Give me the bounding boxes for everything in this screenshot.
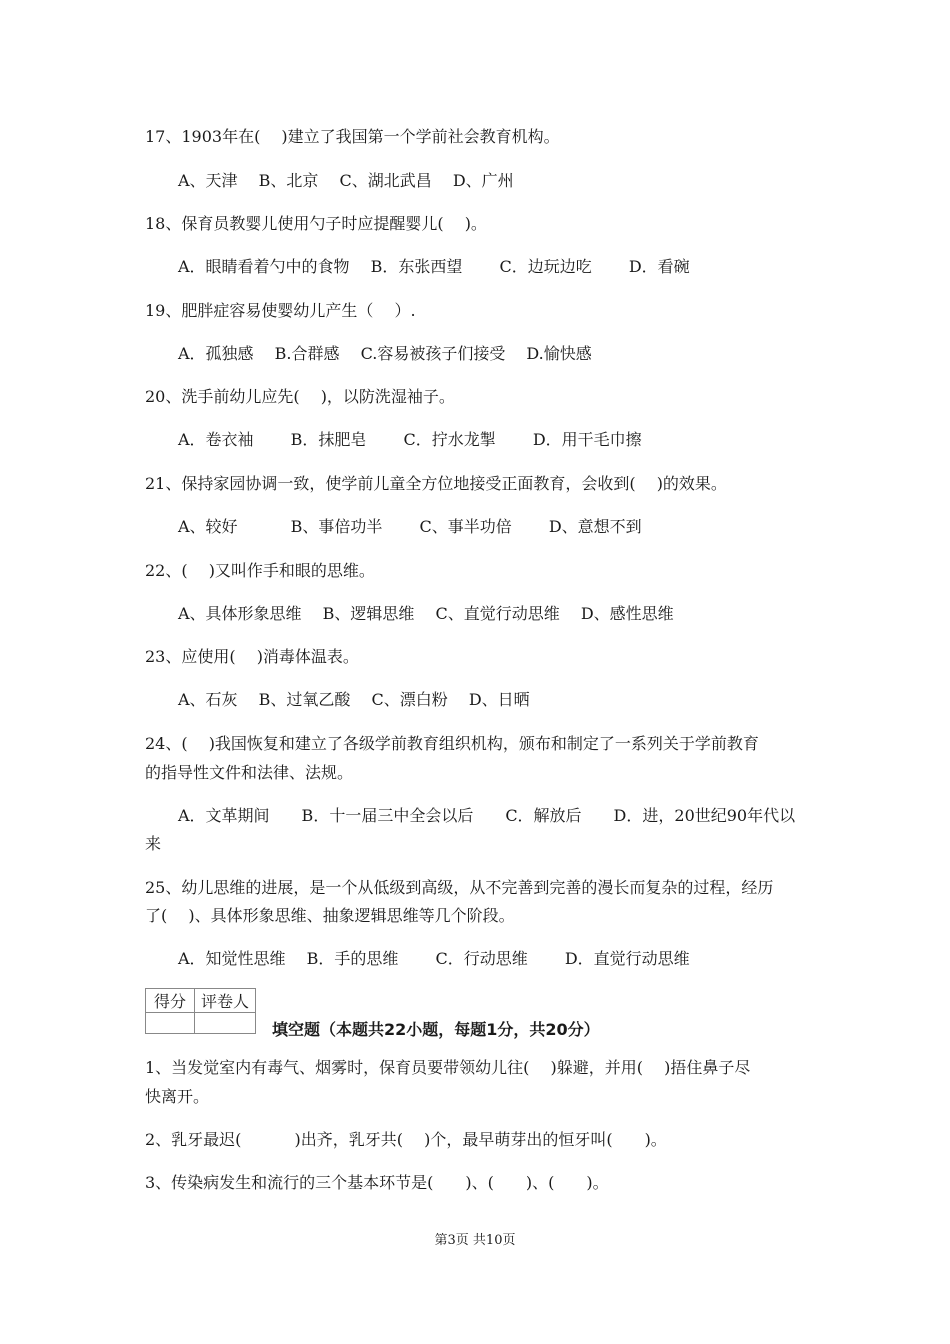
question-stem: 21、保持家园协调一致，使学前儿童全方位地接受正面教育，会收到( )的效果。	[145, 474, 727, 493]
question-stem-continued: 的指导性文件和法律、法规。	[145, 763, 354, 782]
page-footer: 第3页 共10页	[434, 1233, 516, 1248]
grader-cell	[195, 1013, 256, 1034]
question-stem: 17、1903年在( )建立了我国第一个学前社会教育机构。	[145, 127, 560, 146]
fill-question-text: 1、当发觉室内有毒气、烟雾时，保育员要带领幼儿往( )躲避，并用( )捂住鼻子尽	[145, 1058, 751, 1077]
fill-question-text: 2、乳牙最迟( )出齐，乳牙共( )个，最早萌芽出的恒牙叫( )。	[145, 1130, 667, 1149]
question-stem-continued: 了( )、具体形象思维、抽象逻辑思维等几个阶段。	[145, 906, 515, 925]
question-options: A．文革期间 B．十一届三中全会以后 C．解放后 D．进，20世纪90年代以	[178, 806, 796, 825]
question-options: A．知觉性思维 B．手的思维 C．行动思维 D．直觉行动思维	[178, 949, 690, 968]
question-options: A．眼睛看着勺中的食物 B．东张西望 C．边玩边吃 D．看碗	[178, 257, 690, 276]
score-label: 得分	[146, 989, 195, 1013]
question-options: A、天津 B、北京 C、湖北武昌 D、广州	[178, 171, 514, 190]
section-title: 填空题（本题共22小题，每题1分，共20分）	[272, 1020, 600, 1039]
question-options: A．卷衣袖 B．抹肥皂 C．拧水龙掣 D．用干毛巾擦	[178, 430, 642, 449]
question-options: A、石灰 B、过氧乙酸 C、漂白粉 D、日晒	[178, 690, 530, 709]
question-stem: 23、应使用( )消毒体温表。	[145, 647, 359, 666]
question-stem: 18、保育员教婴儿使用勺子时应提醒婴儿( )。	[145, 214, 487, 233]
question-stem: 25、幼儿思维的进展，是一个从低级到高级，从不完善到完善的漫长而复杂的过程，经历	[145, 878, 774, 897]
question-options: A、具体形象思维 B、逻辑思维 C、直觉行动思维 D、感性思维	[178, 604, 674, 623]
question-options: A．孤独感 B.合群感 C.容易被孩子们接受 D.愉快感	[178, 344, 592, 363]
question-options: A、较好 B、事倍功半 C、事半功倍 D、意想不到	[178, 517, 642, 536]
question-stem: 19、肥胖症容易使婴幼儿产生（ ）.	[145, 301, 416, 320]
grader-label: 评卷人	[195, 989, 256, 1013]
score-cell	[146, 1013, 195, 1034]
question-options-continued: 来	[145, 834, 162, 853]
question-stem: 20、洗手前幼儿应先( )，以防洗湿袖子。	[145, 387, 455, 406]
score-table	[145, 988, 256, 1034]
question-stem: 24、( )我国恢复和建立了各级学前教育组织机构，颁布和制定了一系列关于学前教育	[145, 734, 759, 753]
fill-question-text: 3、传染病发生和流行的三个基本环节是( )、( )、( )。	[145, 1173, 609, 1192]
question-stem: 22、( )又叫作手和眼的思维。	[145, 561, 375, 580]
fill-question-text-continued: 快离开。	[145, 1087, 210, 1106]
